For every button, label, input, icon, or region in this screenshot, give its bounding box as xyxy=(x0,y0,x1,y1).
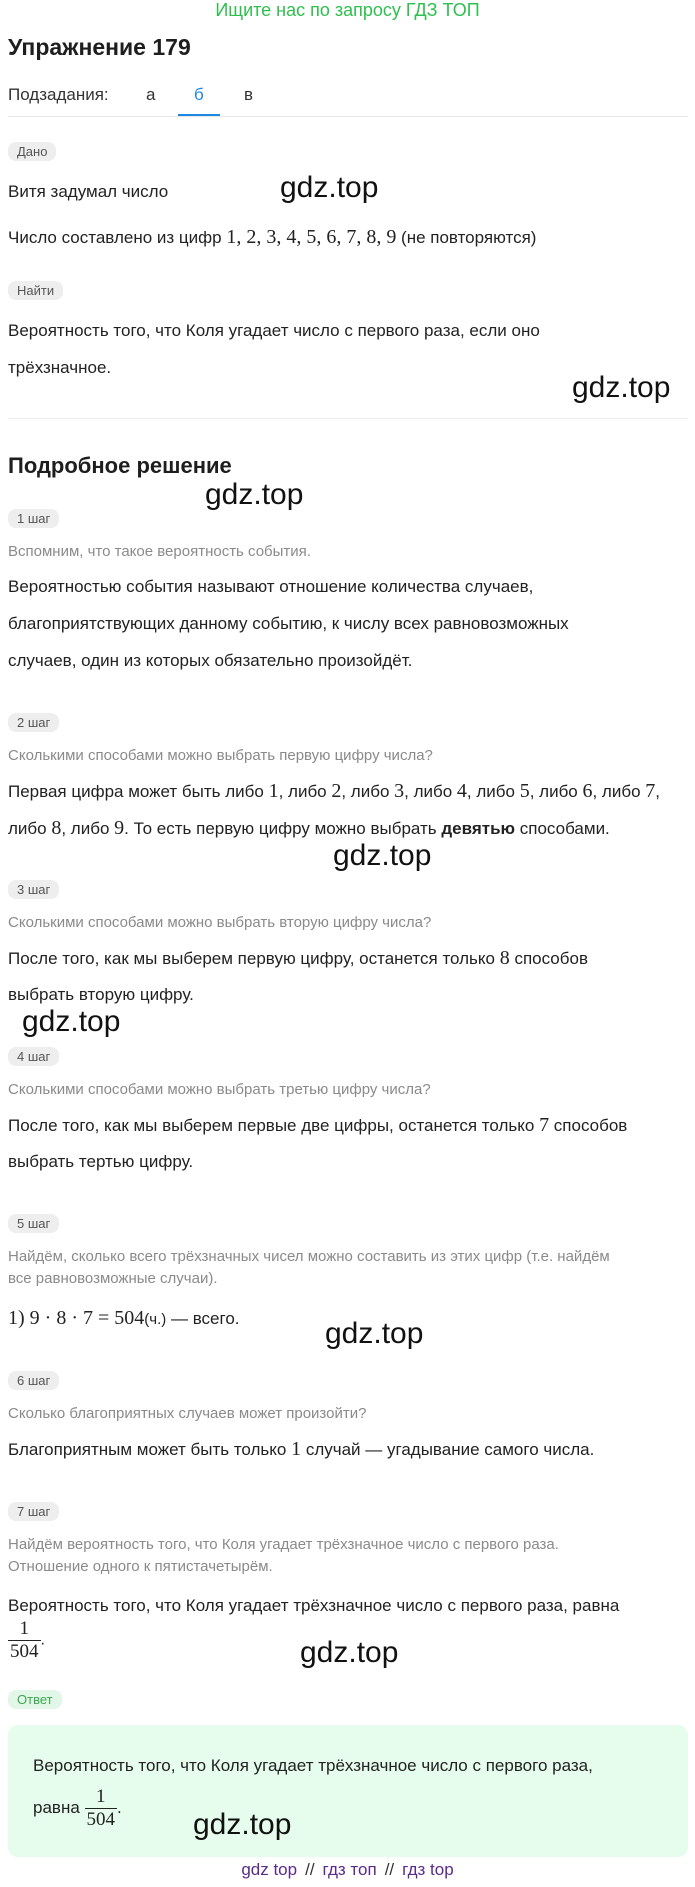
footer-link-2[interactable]: гдз топ xyxy=(322,1860,377,1879)
find-line-1: Вероятность того, что Коля угадает число с первого раза, если оно xyxy=(8,321,540,340)
step-5-badge: 5 шаг xyxy=(8,1214,59,1233)
footer-link-3[interactable]: гдз top xyxy=(402,1860,454,1879)
step-3-hint: Сколькими способами можно выбрать вторую цифру числа? xyxy=(8,914,432,931)
step-7-hint-1: Найдём вероятность того, что Коля угадает трёхзначное число с первого раза. xyxy=(8,1536,559,1553)
step-2-line-2: либо 8, либо 9. То есть первую цифру можно выбрать девятью способами. xyxy=(8,817,610,839)
step-4-line-1: После того, как мы выберем первые две цифры, останется только 7 способов xyxy=(8,1114,628,1136)
footer-link-1[interactable]: gdz top xyxy=(241,1860,298,1879)
tab-b[interactable]: б xyxy=(194,85,204,104)
step-1-line-2: благоприятствующих данному событию, к числу всех равновозможных xyxy=(8,614,569,633)
find-line-2: трёхзначное. xyxy=(8,358,112,377)
solution-title: Подробное решение xyxy=(8,453,232,478)
watermark: gdz.top xyxy=(325,1317,424,1350)
watermark: gdz.top xyxy=(22,1005,121,1038)
step-2-line-1: Первая цифра может быть либо 1, либо 2, либо 3, либо 4, либо 5, либо 6, либо 7, xyxy=(8,780,660,802)
step-1-badge: 1 шаг xyxy=(8,509,59,528)
given-line-1: Витя задумал число xyxy=(8,182,169,201)
step-7-fraction: $\frac{1}{504}$ . xyxy=(10,1618,45,1662)
watermark: gdz.top xyxy=(300,1636,399,1669)
given-line-2: Число составлено из цифр 1, 2, 3, 4, 5, 6, 7, 8, 9 (не повторяются) xyxy=(8,226,537,248)
page-title: Упражнение 179 xyxy=(8,34,191,60)
footer-links: gdz top // гдз топ // гдз top xyxy=(241,1860,454,1879)
bold-word: девятью xyxy=(441,819,516,838)
answer-badge: Ответ xyxy=(8,1690,62,1709)
step-6-hint: Сколько благоприятных случаев может произойти? xyxy=(8,1405,367,1422)
step-6-badge: 6 шаг xyxy=(8,1371,59,1390)
watermark: gdz.top xyxy=(280,171,379,204)
answer-line-1: Вероятность того, что Коля угадает трёхзначное число с первого раза, xyxy=(33,1756,593,1775)
answer-fraction: $\frac{1}{504}$ xyxy=(86,1786,116,1830)
step-1-line-3: случаев, один из которых обязательно произойдёт. xyxy=(8,651,413,670)
step-3-badge: 3 шаг xyxy=(8,880,59,899)
subtasks-label: Подзадания: xyxy=(8,85,109,104)
top-banner: Ищите нас по запросу ГДЗ ТОП xyxy=(215,0,480,20)
step-5-formula: 1) 9 · 8 · 7 = 504(ч.) — всего. xyxy=(8,1307,240,1329)
given-badge: Дано xyxy=(8,142,56,161)
step-7-hint-2: Отношение одного к пятистачетырём. xyxy=(8,1558,273,1575)
section-divider xyxy=(8,418,688,419)
answer-line-2: равна $\frac{1}{504}$ . xyxy=(33,1786,122,1830)
tab-v[interactable]: в xyxy=(244,85,254,104)
watermark: gdz.top xyxy=(333,839,432,872)
step-2-hint: Сколькими способами можно выбрать первую цифру числа? xyxy=(8,747,433,764)
step-7-line-1: Вероятность того, что Коля угадает трёхзначное число с первого раза, равна xyxy=(8,1596,620,1615)
step-4-hint: Сколькими способами можно выбрать третью цифру числа? xyxy=(8,1081,431,1098)
step-7-badge: 7 шаг xyxy=(8,1502,59,1521)
watermark: gdz.top xyxy=(193,1808,292,1841)
step-1-line-1: Вероятностью события называют отношение количества случаев, xyxy=(8,577,534,596)
step-3-line-2: выбрать вторую цифру. xyxy=(8,985,194,1004)
step-1-hint: Вспомним, что такое вероятность события. xyxy=(8,543,311,560)
step-5-hint-1: Найдём, сколько всего трёхзначных чисел можно составить из этих цифр (т.е. найдём xyxy=(8,1248,610,1265)
watermark: gdz.top xyxy=(572,371,671,404)
step-2-badge: 2 шаг xyxy=(8,713,59,732)
tabs-divider xyxy=(8,116,688,117)
step-5-hint-2: все равновозможные случаи). xyxy=(8,1270,218,1287)
find-badge: Найти xyxy=(8,281,63,300)
step-3-line-1: После того, как мы выберем первую цифру, останется только 8 способов xyxy=(8,947,588,969)
tab-a[interactable]: а xyxy=(146,85,156,104)
step-4-line-2: выбрать тертью цифру. xyxy=(8,1152,194,1171)
watermark: gdz.top xyxy=(205,478,304,511)
digits-list: 1, 2, 3, 4, 5, 6, 7, 8, 9 xyxy=(226,226,397,248)
step-6-line: Благоприятным может быть только 1 случай — угадывание самого числа. xyxy=(8,1438,595,1460)
step-4-badge: 4 шаг xyxy=(8,1047,59,1066)
